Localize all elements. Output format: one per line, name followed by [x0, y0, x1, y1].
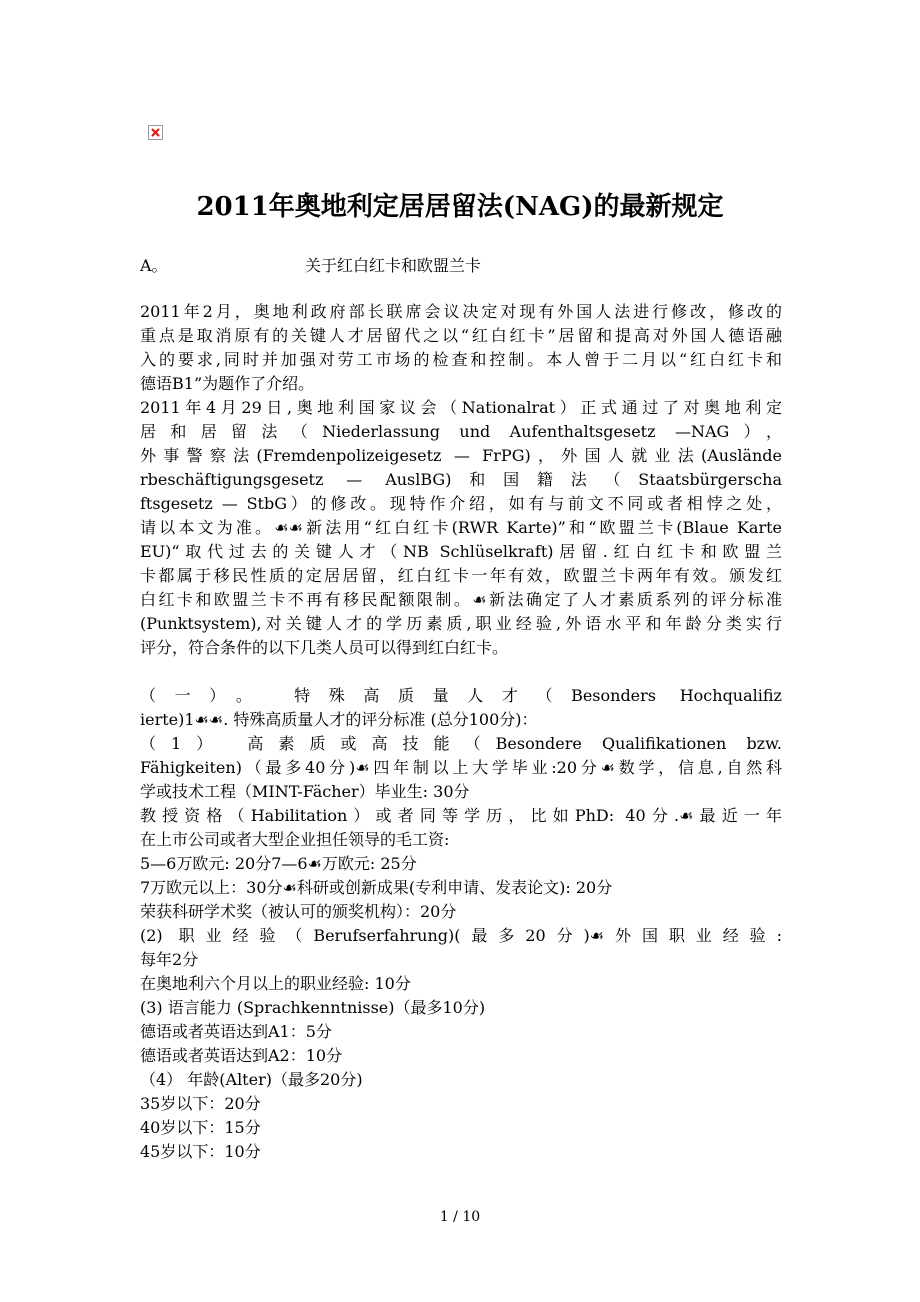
criterion-heading: (2) 职业经验（Berufserfahrung)(最多20分)☙外国职业经验: — [140, 926, 782, 945]
section-line: 45岁以下：10分 — [140, 1142, 261, 1161]
section-line: 荣获科研学术奖（被认可的颁奖机构）：20分 — [140, 902, 457, 921]
paragraph-line: 2011年2月，奥地利政府部长联席会议决定对现有外国人法进行修改，修改的 — [140, 302, 782, 321]
section-line: 每年2分 — [140, 950, 199, 969]
section-a-heading — [140, 254, 482, 278]
document-title: 2011年奥地利定居居留法(NAG)的最新规定 — [196, 192, 724, 222]
paragraph-line: ftsgesetz — StbG）的修改。现特作介绍，如有与前文不同或者相悖之处， — [140, 494, 782, 513]
paragraph-line: 居和居留法（Niederlassung und Aufenthaltsgesetz —NAG）， — [140, 422, 782, 441]
paragraph-line: 重点是取消原有的关键人才居留代之以“红白红卡”居留和提高对外国人德语融 — [140, 326, 782, 345]
section-line: ierte)1☙☙. 特殊高质量人才的评分标准 (总分100分)： — [140, 710, 538, 729]
page-number: 1 / 10 — [439, 1209, 481, 1225]
section-a-label: A。 — [140, 256, 168, 275]
paragraph-line: 2011年4月29日,奥地利国家议会（Nationalrat）正式通过了对奥地利定 — [140, 398, 782, 417]
paragraph-law-amendment — [140, 396, 782, 660]
paragraph-line: 卡都属于移民性质的定居居留，红白红卡一年有效，欧盟兰卡两年有效。颁发红 — [140, 566, 782, 585]
section-line: 德语或者英语达到A2：10分 — [140, 1046, 343, 1065]
section-line: 40岁以下：15分 — [140, 1118, 261, 1137]
criterion-heading: （1） 高素质或高技能（Besondere Qualifikationen bzw. — [140, 734, 782, 753]
section-line: 教授资格（Habilitation）或者同等学历，比如PhD: 40分.☙最近一年 — [140, 806, 782, 825]
paragraph-line: 外事警察法(Fremdenpolizeigesetz — FrPG)，外国人就业法(Auslände — [140, 446, 782, 465]
broken-image-icon — [148, 125, 163, 140]
paragraph-line: 请以本文为准。☙☙新法用“红白红卡(RWR Karte)”和“欧盟兰卡(Blaue Karte — [140, 518, 782, 537]
section-a-title: 关于红白红卡和欧盟兰卡 — [305, 256, 482, 275]
section-line: 在奥地利六个月以上的职业经验: 10分 — [140, 974, 411, 993]
paragraph-line: 入的要求,同时并加强对劳工市场的检查和控制。本人曾于二月以“红白红卡和 — [140, 350, 782, 369]
section-line: 学或技术工程（MINT-Fächer）毕业生: 30分 — [140, 782, 470, 801]
section-line: 35岁以下：20分 — [140, 1094, 261, 1113]
criterion-heading: (3) 语言能力 (Sprachkenntnisse)（最多10分) — [140, 998, 486, 1017]
section-line: 德语或者英语达到A1：5分 — [140, 1022, 332, 1041]
section-line: 5—6万欧元: 20分7—6☙万欧元: 25分 — [140, 854, 417, 873]
section-special-talent — [140, 684, 782, 1164]
section-line: 7万欧元以上：30分☙科研或创新成果(专利申请、发表论文): 20分 — [140, 878, 613, 897]
paragraph-intro — [140, 300, 782, 396]
section-line: 在上市公司或者大型企业担任领导的毛工资: — [140, 830, 450, 849]
section-line: Fähigkeiten)（最多40分)☙四年制以上大学毕业:20分☙数学，信息,自然科 — [140, 758, 782, 777]
section-heading-line: （一）。 特殊高质量人才（Besonders Hochqualifiz — [140, 686, 782, 705]
paragraph-line: EU)“取代过去的关键人才（NB Schlüselkraft)居留.红白红卡和欧盟兰 — [140, 542, 782, 561]
paragraph-line: 白红卡和欧盟兰卡不再有移民配额限制。☙新法确定了人才素质系列的评分标准 — [140, 590, 782, 609]
criterion-heading: （4） 年龄(Alter)（最多20分) — [140, 1070, 363, 1089]
document-body — [140, 300, 782, 1164]
paragraph-line: 评分，符合条件的以下几类人员可以得到红白红卡。 — [140, 638, 509, 657]
paragraph-line: (Punktsystem),对关键人才的学历素质,职业经验,外语水平和年龄分类实行 — [140, 614, 782, 633]
paragraph-line: rbeschäftigungsgesetz — AuslBG)和国籍法（Staatsbürgerscha — [140, 470, 782, 489]
paragraph-line: 德语B1”为题作了介绍。 — [140, 374, 315, 393]
